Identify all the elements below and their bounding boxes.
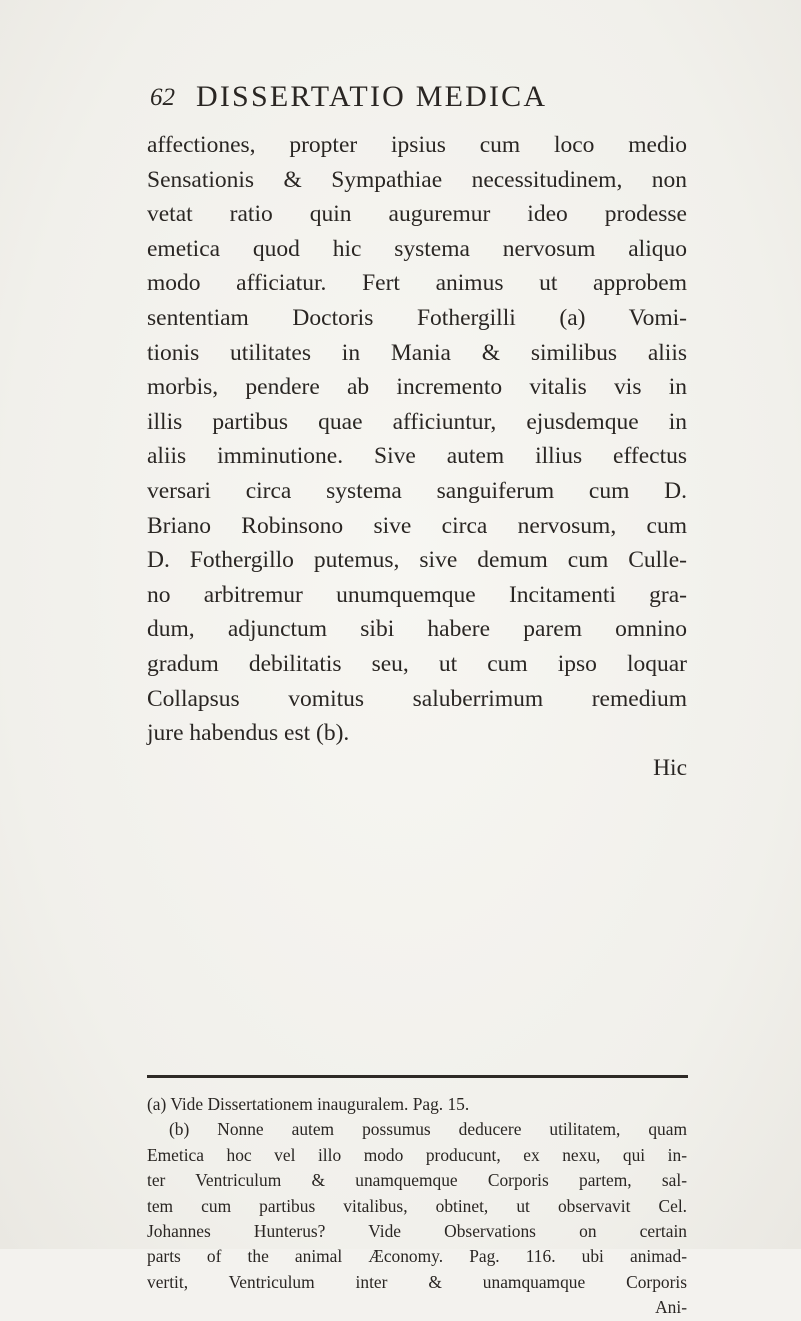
text-line: jure habendus est (b). xyxy=(147,720,350,747)
footnote-line: vertit, Ventriculum inter & unamquamque Corporis xyxy=(147,1271,687,1292)
footnote-line: (a) Vide Dissertationem inauguralem. Pag. 15. xyxy=(147,1094,470,1114)
footnote-line: tem cum partibus vitalibus, obtinet, ut observavit Cel. xyxy=(147,1195,687,1216)
text-line: morbis, pendere ab incremento vitalis vis in xyxy=(147,374,687,401)
text-line: no arbitremur unumquemque Incitamenti gra- xyxy=(147,581,687,608)
text-line: Collapsus vomitus saluberrimum remedium xyxy=(147,685,687,712)
page-number: 62 xyxy=(150,84,175,111)
text-line: aliis imminutione. Sive autem illius effectus xyxy=(147,443,687,470)
text-line: gradum debilitatis seu, ut cum ipso loquar xyxy=(147,650,687,677)
text-line: emetica quod hic systema nervosum aliquo xyxy=(147,235,687,262)
body-text xyxy=(147,128,687,785)
page-header xyxy=(150,78,710,118)
text-line: modo afficiatur. Fert animus ut approbem xyxy=(147,270,687,297)
text-line: affectiones, propter ipsius cum loco medio xyxy=(147,132,687,158)
footnote-rule xyxy=(147,1075,688,1078)
text-line: Sensationis & Sympathiae necessitudinem, non xyxy=(147,166,687,193)
text-line: tionis utilitates in Mania & similibus aliis xyxy=(147,339,687,366)
text-line: vetat ratio quin auguremur ideo prodesse xyxy=(147,201,687,228)
footnote-line: ter Ventriculum & unamquemque Corporis partem, sal- xyxy=(147,1170,687,1191)
text-line: sententiam Doctoris Fothergilli (a) Vomi- xyxy=(147,304,687,331)
footnote-line: Emetica hoc vel illo modo producunt, ex nexu, qui in- xyxy=(147,1144,687,1165)
footnote-line: (b) Nonne autem possumus deducere utilitatem, quam xyxy=(169,1119,687,1140)
text-line: D. Fothergillo putemus, sive demum cum Culle- xyxy=(147,547,687,574)
running-head: DISSERTATIO MEDICA xyxy=(196,80,548,113)
footnote-line: parts of the animal Æconomy. Pag. 116. ubi animad- xyxy=(147,1246,687,1267)
text-line: versari circa systema sanguiferum cum D. xyxy=(147,477,687,504)
text-line: illis partibus quae afficiuntur, ejusdemque in xyxy=(147,408,687,435)
footnote-line: Johannes Hunterus? Vide Observations on certain xyxy=(147,1220,687,1241)
text-line: dum, adjunctum sibi habere parem omnino xyxy=(147,616,687,643)
footnotes xyxy=(147,1092,687,1321)
footnote-catchword: Ani- xyxy=(655,1297,687,1318)
catchword: Hic xyxy=(653,754,687,781)
text-line: Briano Robinsono sive circa nervosum, cum xyxy=(147,512,687,539)
